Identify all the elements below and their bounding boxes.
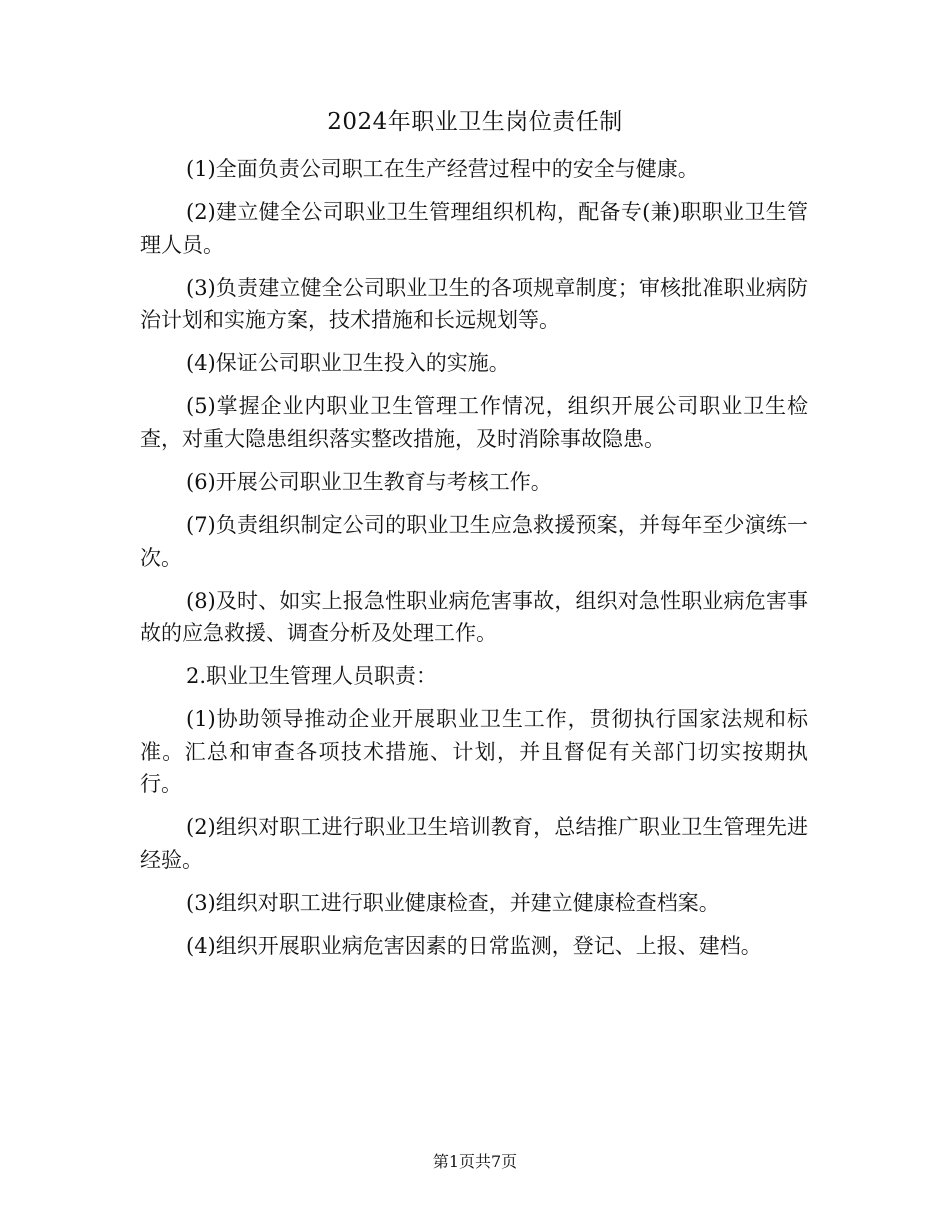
paragraph: (7)负责组织制定公司的职业卫生应急救援预案，并每年至少演练一次。 bbox=[140, 513, 808, 570]
document-title: 2024年职业卫生岗位责任制 bbox=[327, 109, 623, 135]
paragraph: (3)负责建立健全公司职业卫生的各项规章制度；审核批准职业病防治计划和实施方案，技术措施和长远规划等。 bbox=[140, 275, 808, 333]
paragraph: (5)掌握企业内职业卫生管理工作情况，组织开展公司职业卫生检查，对重大隐患组织落实整改措施，及时消除事故隐患。 bbox=[140, 394, 808, 451]
paragraph: (1)全面负责公司职工在生产经营过程中的安全与健康。 bbox=[186, 157, 699, 181]
document-body bbox=[140, 153, 808, 973]
paragraph: (4)组织开展职业病危害因素的日常监测，登记、上报、建档。 bbox=[186, 934, 762, 959]
paragraph: (3)组织对职工进行职业健康检查，并建立健康检查档案。 bbox=[186, 891, 720, 916]
section-heading: 2.职业卫生管理人员职责： bbox=[186, 664, 438, 689]
page-number-footer: 第1页共7页 bbox=[432, 1152, 518, 1171]
paragraph: (6)开展公司职业卫生教育与考核工作。 bbox=[186, 469, 552, 494]
paragraph: (8)及时、如实上报急性职业病危害事故，组织对急性职业病危害事故的应急救援、调查分析及处理工作。 bbox=[140, 588, 808, 646]
paragraph: (2)组织对职工进行职业卫生培训教育，总结推广职业卫生管理先进经验。 bbox=[140, 815, 808, 872]
paragraph: (1)协助领导推动企业开展职业卫生工作，贯彻执行国家法规和标准。汇总和审查各项技术措施、计划，并且督促有关部门切实按期执行。 bbox=[140, 707, 808, 797]
paragraph: (4)保证公司职业卫生投入的实施。 bbox=[186, 351, 510, 376]
paragraph: (2)建立健全公司职业卫生管理组织机构，配备专(兼)职职业卫生管理人员。 bbox=[140, 200, 808, 257]
